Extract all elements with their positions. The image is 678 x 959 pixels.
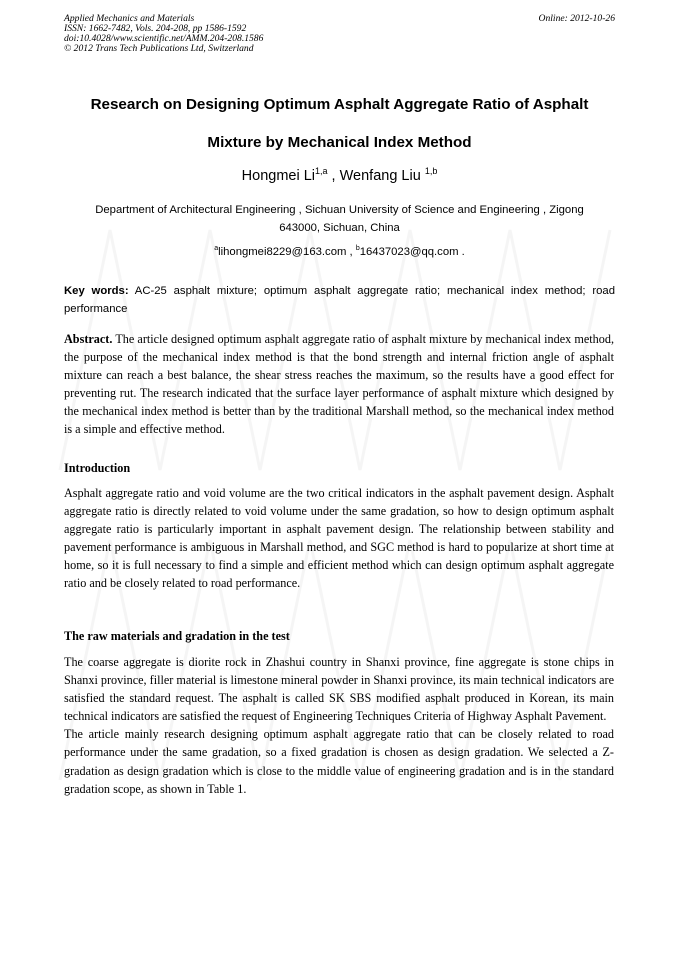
author-1-affiliation-mark: 1,a bbox=[315, 166, 328, 176]
issn-line: ISSN: 1662-7482, Vols. 204-208, pp 1586-1592 bbox=[64, 23, 247, 34]
author-1: Hongmei Li bbox=[241, 168, 316, 184]
journal-header bbox=[64, 14, 615, 54]
keywords-label: Key words: bbox=[64, 285, 129, 297]
email-a[interactable]: lihongmei8229@163.com bbox=[218, 246, 347, 258]
affiliation-line-1: Department of Architectural Engineering , Sichuan University of Science and Engineering , Zigong bbox=[95, 204, 584, 216]
raw-materials-body bbox=[64, 653, 614, 798]
online-date: Online: 2012-10-26 bbox=[538, 13, 615, 24]
author-2: Wenfang Liu bbox=[339, 168, 425, 184]
keywords-text: AC-25 asphalt mixture; optimum asphalt aggregate ratio; mechanical index method; road performance bbox=[64, 285, 615, 315]
title-line-1: Research on Designing Optimum Asphalt Aggregate Ratio of Asphalt bbox=[90, 96, 589, 113]
abstract-label: Abstract. bbox=[64, 332, 113, 346]
author-list bbox=[64, 166, 615, 186]
author-separator: , bbox=[327, 168, 340, 184]
section-heading-introduction: Introduction bbox=[64, 461, 131, 475]
keywords bbox=[64, 282, 615, 318]
section-heading-raw-materials: The raw materials and gradation in the test bbox=[64, 629, 290, 643]
abstract bbox=[64, 330, 614, 439]
email-separator: , bbox=[346, 246, 356, 258]
title-line-2: Mixture by Mechanical Index Method bbox=[207, 134, 472, 151]
email-line bbox=[64, 243, 615, 261]
email-a-mark: a bbox=[214, 245, 219, 252]
journal-name: Applied Mechanics and Materials bbox=[64, 13, 195, 24]
copyright-line: © 2012 Trans Tech Publications Ltd, Switzerland bbox=[64, 43, 254, 54]
affiliation bbox=[64, 201, 615, 237]
introduction-paragraph: Asphalt aggregate ratio and void volume are the two critical indicators in the asphalt pavement design. Asphalt aggregate ratio is directly related to void volume under the same gradation, so how to design optimum asphalt aggregate ratio is particularly important in asphalt pavement design. The relationship between stability and pavement performance is ambiguous in Marshall method, and SGC method is hard to popularize at short time at home, so it is full necessary to find a simple and efficient method which can design optimum asphalt aggregate ratio and be closely related to road performance. bbox=[64, 486, 614, 591]
paper-title bbox=[64, 86, 615, 162]
email-b-mark: b bbox=[355, 245, 360, 252]
raw-materials-paragraph-1: The coarse aggregate is diorite rock in Zhashui country in Shanxi province, fine aggregate is stone chips in Shanxi province, filler material is limestone mineral powder in Shanxi province, its main technical indicators are satisfied the standard request. The asphalt is called SK SBS modified asphalt produced in Korean, its main technical indicators are satisfied the request of Engineering Techniques Criteria of Highway Asphalt Pavement. bbox=[64, 655, 614, 724]
email-b[interactable]: 16437023@qq.com . bbox=[359, 246, 465, 258]
affiliation-line-2: 643000, Sichuan, China bbox=[279, 222, 400, 234]
raw-materials-paragraph-2: The article mainly research designing optimum asphalt aggregate ratio that can be closely related to road performance under the same gradation, so a fixed gradation is chosen as design gradation. We selected a Z-gradation as design gradation which is close to the middle value of engineering gradation and is in the standard gradation scope, as shown in Table 1. bbox=[64, 727, 614, 796]
author-2-affiliation-mark: 1,b bbox=[424, 166, 438, 176]
abstract-text: The article designed optimum asphalt aggregate ratio of asphalt mixture by mechanical index method, the purpose of the mechanical index method is that the bond strength and internal friction angle of asphalt mixture can reach a best balance, the shear stress reaches the maximum, so the results have a good effect for preventing rut. The research indicated that the surface layer performance of asphalt mixture which designed by the mechanical index method is better than by the traditional Marshall method, so the mechanical index method is a simple and effective method. bbox=[64, 332, 614, 437]
doi-line[interactable]: doi:10.4028/www.scientific.net/AMM.204-208.1586 bbox=[64, 33, 264, 44]
